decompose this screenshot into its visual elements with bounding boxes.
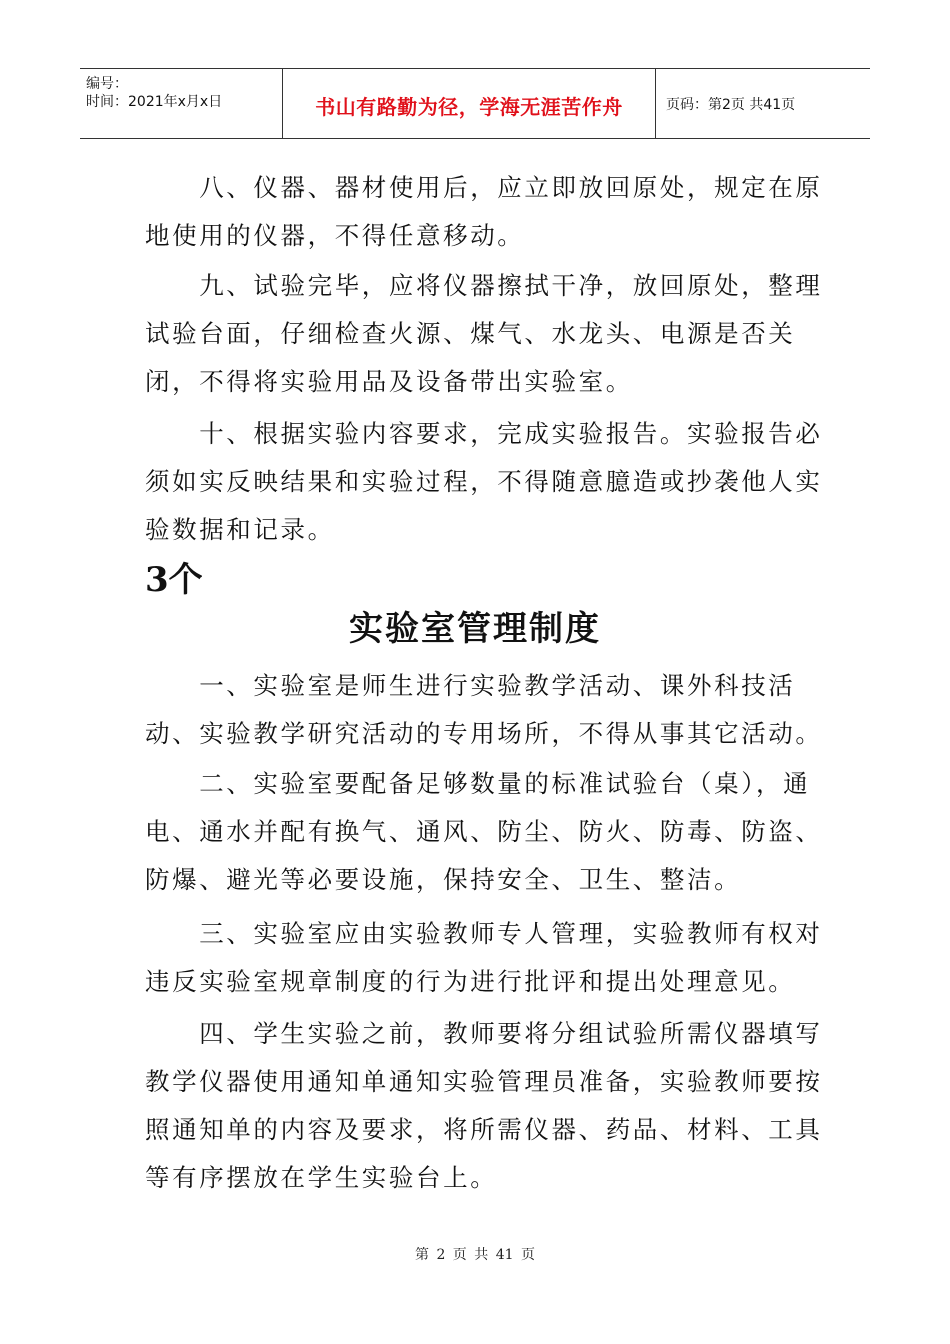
paragraph-line: 动、实验教学研究活动的专用场所，不得从事其它活动。: [145, 719, 823, 748]
header-motto-cell: [282, 69, 656, 138]
header-meta-cell: [80, 69, 282, 138]
paragraph-10: [145, 410, 823, 554]
paragraph-1: [145, 662, 823, 758]
paragraph-line: 四、学生实验之前，教师要将分组试验所需仪器填写: [145, 1019, 823, 1048]
paragraph-9: [145, 262, 823, 406]
document-header: [80, 68, 870, 139]
paragraph-line: 闭，不得将实验用品及设备带出实验室。: [145, 367, 633, 396]
paragraph-line: 九、试验完毕，应将仪器擦拭干净，放回原处，整理: [145, 271, 823, 300]
paragraph-line: 防爆、避光等必要设施，保持安全、卫生、整洁。: [145, 865, 742, 894]
page-footer: 第 2 页 共 41 页: [415, 1247, 535, 1263]
paragraph-line: 十、根据实验内容要求，完成实验报告。实验报告必: [145, 419, 823, 448]
paragraph-line: 八、仪器、器材使用后，应立即放回原处，规定在原: [145, 173, 823, 202]
paragraph-4: [145, 1010, 823, 1202]
motto-text: 书山有路勤为径，学海无涯苦作舟: [315, 95, 623, 119]
paragraph-line: 照通知单的内容及要求，将所需仪器、药品、材料、工具: [145, 1115, 823, 1144]
page-info: 页码：第2页 共41页: [666, 97, 796, 113]
paragraph-2: [145, 760, 823, 904]
paragraph-line: 三、实验室应由实验教师专人管理，实验教师有权对: [145, 919, 823, 948]
paragraph-line: 教学仪器使用通知单通知实验管理员准备，实验教师要按: [145, 1067, 823, 1096]
paragraph-8: [145, 164, 823, 260]
paragraph-line: 一、实验室是师生进行实验教学活动、课外科技活: [145, 671, 796, 700]
section-title: 实验室管理制度: [349, 609, 601, 649]
paragraph-line: 试验台面，仔细检查火源、煤气、水龙头、电源是否关: [145, 319, 796, 348]
paragraph-3: [145, 910, 823, 1006]
paragraph-line: 须如实反映结果和实验过程，不得随意臆造或抄袭他人实: [145, 467, 823, 496]
paragraph-line: 电、通水并配有换气、通风、防尘、防火、防毒、防盗、: [145, 817, 823, 846]
serial-label: 编号：: [86, 76, 128, 92]
paragraph-line: 地使用的仪器，不得任意移动。: [145, 221, 525, 250]
paragraph-line: 验数据和记录。: [145, 515, 335, 544]
chapter-label: 3个: [145, 560, 203, 600]
paragraph-line: 二、实验室要配备足够数量的标准试验台（桌），通: [145, 769, 811, 798]
paragraph-line: 违反实验室规章制度的行为进行批评和提出处理意见。: [145, 967, 796, 996]
time-text: 时间：2021年x月x日: [86, 94, 223, 110]
header-page-cell: [656, 69, 870, 138]
paragraph-line: 等有序摆放在学生实验台上。: [145, 1163, 498, 1192]
